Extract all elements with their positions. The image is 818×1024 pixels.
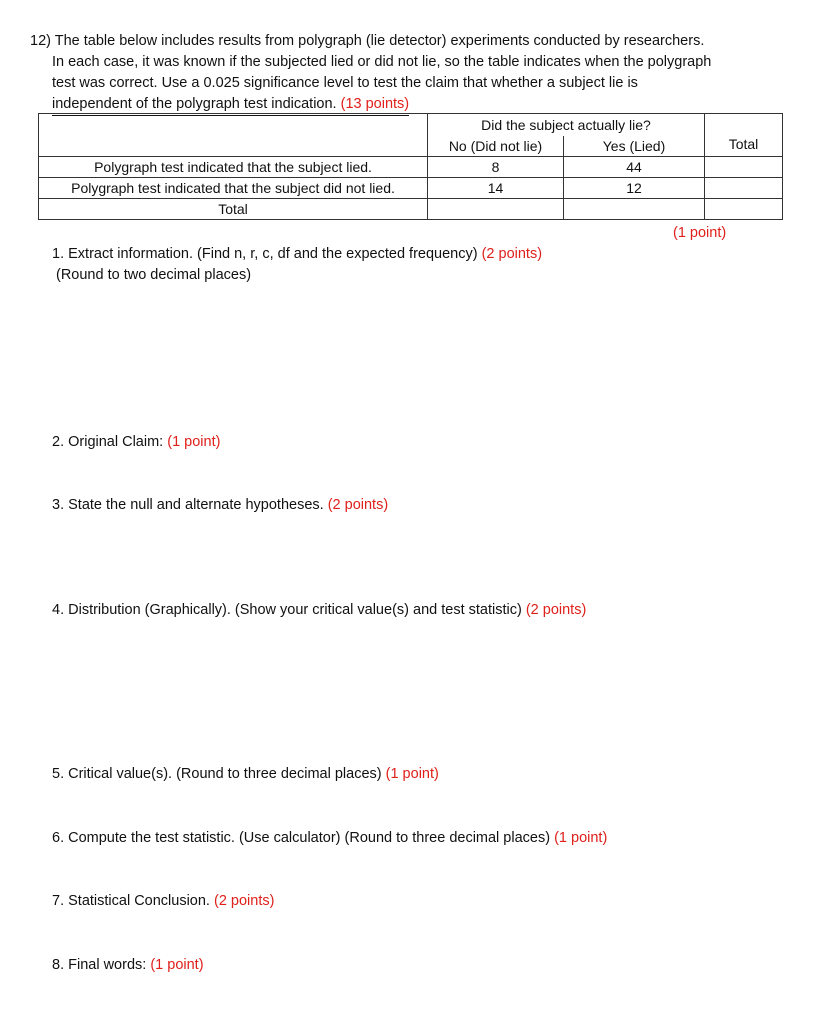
table-total-grand xyxy=(705,199,783,220)
question-8 xyxy=(52,955,204,976)
question-7-text: 7. Statistical Conclusion. xyxy=(52,893,210,909)
question-1-points: (2 points) xyxy=(481,246,543,262)
table-row-label: Polygraph test indicated that the subject did not lied. xyxy=(39,178,428,199)
table-row xyxy=(39,157,783,178)
question-2-text: 2. Original Claim: xyxy=(52,434,164,450)
question-6-text: 6. Compute the test statistic. (Use calculator) (Round to three decimal places) xyxy=(52,830,551,846)
table-total-no xyxy=(428,199,564,220)
problem-points: (13 points) xyxy=(340,96,410,112)
table-total-yes xyxy=(564,199,705,220)
table-header-row-2 xyxy=(39,136,783,157)
problem-text-line-2: In each case, it was known if the subjected lied or did not lie, so the table indicates when the polygraph xyxy=(52,54,712,70)
problem-text-line-1: The table below includes results from polygraph (lie detector) experiments conducted by researchers. xyxy=(54,33,705,49)
table-cell-no: 8 xyxy=(428,157,564,178)
contingency-table xyxy=(38,113,783,220)
question-4-points: (2 points) xyxy=(525,602,587,618)
problem-statement xyxy=(30,31,790,116)
table-header-row-1 xyxy=(39,114,783,137)
question-1 xyxy=(52,244,542,286)
question-3 xyxy=(52,495,388,516)
table-cell-total xyxy=(705,178,783,199)
table-row-label: Polygraph test indicated that the subject lied. xyxy=(39,157,428,178)
table-cell-yes: 44 xyxy=(564,157,705,178)
question-5 xyxy=(52,764,439,785)
question-6-points: (1 point) xyxy=(554,830,608,846)
table-corner-cell xyxy=(39,114,428,137)
table-group-header: Did the subject actually lie? xyxy=(428,114,705,137)
problem-text-line-4: independent of the polygraph test indication. xyxy=(52,96,337,112)
question-3-text: 3. State the null and alternate hypotheses. xyxy=(52,497,324,513)
question-2-points: (1 point) xyxy=(167,434,221,450)
table-col-yes-header: Yes (Lied) xyxy=(564,136,705,157)
table-total-row xyxy=(39,199,783,220)
table-col-total-header: Total xyxy=(705,136,783,157)
table-col-no-header: No (Did not lie) xyxy=(428,136,564,157)
table-cell-no: 14 xyxy=(428,178,564,199)
question-5-text: 5. Critical value(s). (Round to three decimal places) xyxy=(52,766,382,782)
question-1-text: 1. Extract information. (Find n, r, c, df and the expected frequency) xyxy=(52,246,478,262)
table-row xyxy=(39,178,783,199)
problem-line-1 xyxy=(30,31,790,52)
table-points: (1 point) xyxy=(673,225,727,241)
table-total-label: Total xyxy=(39,199,428,220)
question-5-points: (1 point) xyxy=(385,766,439,782)
question-1-subtext: (Round to two decimal places) xyxy=(56,267,252,283)
question-2 xyxy=(52,432,220,453)
question-4-text: 4. Distribution (Graphically). (Show your critical value(s) and test statistic) xyxy=(52,602,522,618)
question-3-points: (2 points) xyxy=(327,497,389,513)
question-8-points: (1 point) xyxy=(150,957,204,973)
table-cell-total xyxy=(705,157,783,178)
problem-number: 12) xyxy=(30,33,51,49)
question-4 xyxy=(52,600,586,621)
table-corner-cell-lower xyxy=(39,136,428,157)
table-cell-yes: 12 xyxy=(564,178,705,199)
problem-text-line-3: test was correct. Use a 0.025 significance level to test the claim that whether a subject lie is xyxy=(52,75,638,91)
question-7-points: (2 points) xyxy=(214,893,275,909)
question-8-text: 8. Final words: xyxy=(52,957,147,973)
question-6 xyxy=(52,828,607,849)
table-total-header-top xyxy=(705,114,783,137)
question-7 xyxy=(52,891,274,912)
